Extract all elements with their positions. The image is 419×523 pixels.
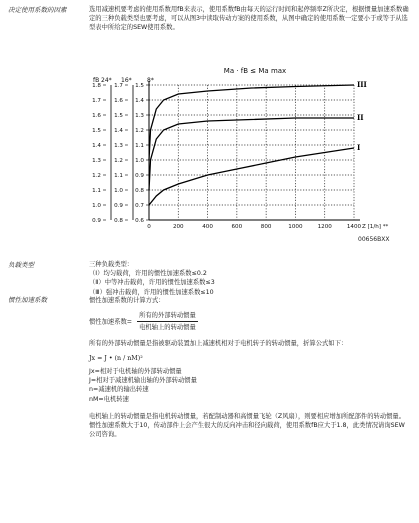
y-tick-label: 1.5: [114, 113, 123, 119]
scale-header-label: 24*: [101, 77, 112, 84]
y-tick-label: 1.1: [135, 143, 144, 149]
y-tick-label: 1.0: [92, 203, 101, 209]
chart-body: [92, 77, 388, 230]
x-tick-label: 200: [172, 224, 184, 230]
y-tick-label: 1.5: [135, 83, 144, 89]
section-label-inertia-factor: 惯性加速系数: [8, 296, 47, 304]
y-tick-label: 1.6: [114, 98, 123, 104]
y-tick-label: 0.9: [92, 218, 101, 224]
section-label-service-factor: 决定使用系数的因素: [8, 6, 67, 14]
scale-header-label: 16*: [121, 77, 132, 84]
load-type-item: （Ⅰ）均匀载荷，许用的惯性加速系数≤0.2: [89, 270, 207, 278]
y-tick-label: 1.7: [114, 83, 123, 89]
y-tick-label: 1.6: [92, 113, 101, 119]
y-tick-label: 1.2: [135, 128, 144, 134]
y-tick-label: 0.6: [135, 218, 144, 224]
y-tick-label: 0.9: [135, 173, 144, 179]
service-factor-paragraph: 选用减速机要考虑的使用系数用fB来表示，使用系数fB由每天的运行时间和起停频率Z所决定，根据惯量加速系数确定的三种负载类型也要考虑，可以从图3中读取传动方案的使用系数，从图中确定的使用系数一定要小于或等于从选型表中所给定的SEW使用系数。: [89, 6, 409, 32]
x-tick-label: 1000: [288, 224, 303, 230]
y-tick-label: 1.4: [92, 143, 101, 149]
definition-item: J=相对于减速机输出轴的外部转动惯量: [89, 377, 197, 385]
y-tick-label: 0.8: [135, 188, 144, 194]
y-tick-label: 1.8: [92, 83, 101, 89]
definition-item: n=减速机的输出转速: [89, 386, 149, 394]
y-tick-label: 1.1: [92, 188, 101, 194]
y-tick-label: 1.0: [135, 158, 144, 164]
inertia-factor-block: [89, 296, 409, 439]
y-tick-label: 1.4: [135, 98, 144, 104]
formula-numerator: 所有的外部转动惯量: [137, 311, 198, 322]
x-tick-label: 600: [231, 224, 243, 230]
inertia-formula: [89, 311, 409, 332]
series-line-I: [149, 148, 354, 205]
series-line-III: [149, 85, 354, 160]
load-type-item: （Ⅲ）强冲击载荷，许用的惯性加速系数≤10: [89, 288, 214, 296]
y-tick-label: 0.7: [135, 203, 144, 209]
x-tick-label: 1200: [317, 224, 332, 230]
x-tick-label: 800: [260, 224, 272, 230]
formula-fraction: [137, 311, 198, 332]
y-tick-label: 1.2: [92, 173, 101, 179]
y-tick-label: 1.3: [92, 158, 101, 164]
y-tick-label: 1.0: [114, 188, 123, 194]
x-axis-label: Z [1/h] **: [362, 224, 389, 230]
x-tick-label: 400: [202, 224, 213, 230]
x-tick-label: 0: [147, 224, 151, 230]
definition-item: nM=电机转速: [89, 395, 129, 403]
definition-item: Jx=相对于电机轴的外部转动惯量: [89, 368, 182, 376]
y-tick-label: 1.3: [135, 113, 144, 119]
formula-lhs: 惯性加速系数=: [89, 318, 133, 326]
high-inertia-note: 惯性加速系数大于10，传动部件上会产生很大的反向冲击和径向载荷，使用系数fB应大于1.8，此类情况请询SEW公司咨询。: [89, 422, 405, 439]
y-tick-label: 1.2: [114, 158, 123, 164]
reduction-formula: Jx = J • (n / nM)²: [89, 354, 143, 362]
y-tick-label: 1.7: [92, 98, 101, 104]
x-tick-label: 1400: [346, 224, 362, 230]
load-type-item: （Ⅱ）中等冲击载荷，许用的惯性加速系数≤3: [89, 279, 215, 287]
chart-title: Ma · fB ≤ Ma max: [223, 67, 287, 75]
scale-header-label: 8*: [147, 77, 154, 84]
inertia-description: 所有的外部转动惯量是指被驱动装置加上减速机相对于电机转子的转动惯量，折算公式如下：: [89, 339, 348, 347]
inertia-intro: 惯性加速系数的计算方式：: [89, 297, 165, 304]
series-label: III: [357, 80, 367, 89]
y-tick-label: 1.1: [114, 173, 123, 179]
series-line-II: [149, 118, 354, 190]
figure-code: 00656BXX: [358, 236, 390, 243]
section-label-load-types: 负载类型: [8, 261, 34, 269]
motor-inertia-note: 电机轴上的转动惯量是指电机转动惯量，若配制动器和高惯量飞轮（Z风扇），则要相应增加所配部件的转动惯量。: [89, 412, 406, 420]
series-label: II: [357, 113, 364, 122]
y-tick-label: 1.3: [114, 143, 123, 149]
service-factor-chart: [89, 63, 389, 243]
y-tick-label: 0.9: [114, 203, 123, 209]
y-tick-label: 1.5: [92, 128, 101, 134]
y-tick-label: 1.4: [114, 128, 123, 134]
series-label: I: [357, 143, 361, 152]
load-types-intro: 三种负载类型：: [89, 261, 134, 268]
formula-denominator: 电机轴上的转动惯量: [139, 324, 196, 332]
scale-header-label: fB: [93, 77, 100, 84]
y-tick-label: 0.8: [114, 218, 123, 224]
load-types-block: [89, 260, 409, 297]
